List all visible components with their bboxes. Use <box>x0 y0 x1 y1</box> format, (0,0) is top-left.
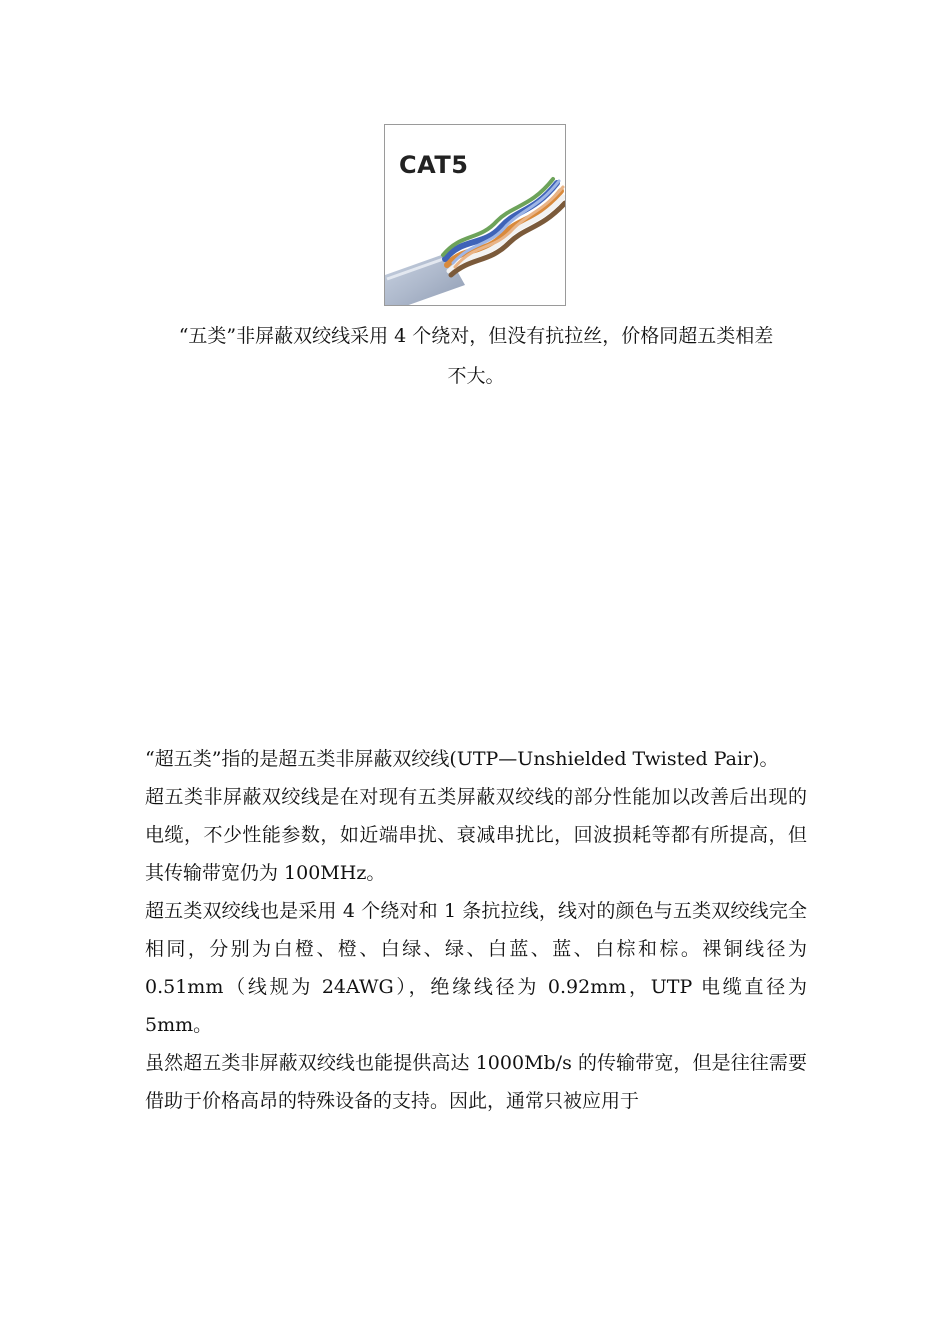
cable-illustration <box>385 125 565 305</box>
paragraph-bandwidth: 虽然超五类非屏蔽双绞线也能提供高达 1000Mb/s 的传输带宽，但是往往需要借助于价格高昂的特殊设备的支持。因此，通常只被应用于 <box>145 1052 807 1112</box>
paragraph-improvement: 超五类非屏蔽双绞线是在对现有五类屏蔽双绞线的部分性能加以改善后出现的电缆，不少性能参数，如近端串扰、衰减串扰比，回波损耗等都有所提高，但其传输带宽仍为 100MHz。 <box>145 786 807 884</box>
body-text <box>145 740 807 1120</box>
caption-line-1: “五类”非屏蔽双绞线采用 4 个绕对，但没有抗拉丝，价格同超五类相差 <box>178 325 774 347</box>
paragraph-specs: 超五类双绞线也是采用 4 个绕对和 1 条抗拉线，线对的颜色与五类双绞线完全相同，分别为白橙、橙、白绿、绿、白蓝、蓝、白棕和棕。裸铜线径为 0.51mm（线规为 24AWG），绝缘线径为 0.92mm，UTP 电缆直径为 5mm。 <box>145 900 807 1036</box>
caption-line-2: 不大。 <box>447 365 505 387</box>
paragraph-definition: “超五类”指的是超五类非屏蔽双绞线(UTP—Unshielded Twisted Pair)。 <box>145 748 779 770</box>
figure-caption <box>145 316 807 396</box>
cable-figure <box>384 124 566 306</box>
figure-label: CAT5 <box>399 151 469 179</box>
